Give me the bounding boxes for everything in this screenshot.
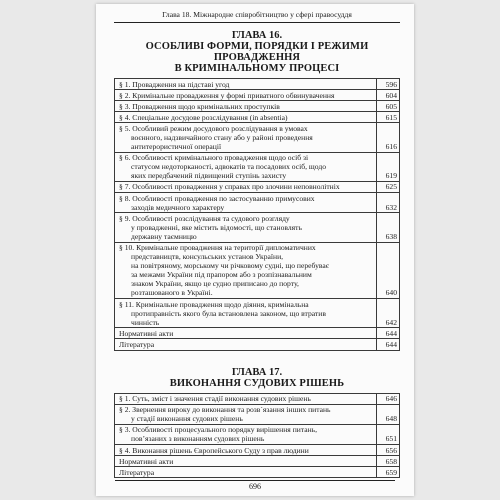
toc-entry-title	[115, 339, 377, 350]
toc-entry[interactable]	[115, 213, 400, 242]
toc-entry-title	[115, 193, 377, 213]
toc-entry-line: § 1. Суть, зміст і значення стадії виконання судових рішень	[119, 394, 311, 404]
toc-entry-page: 658	[377, 456, 400, 467]
toc-entry-title	[115, 328, 377, 339]
toc-entry-page: 651	[377, 424, 400, 444]
toc-entry-line: воєнного, надзвичайного стану або у районі проведення	[131, 132, 313, 142]
toc-entry[interactable]	[115, 467, 400, 478]
toc-entry[interactable]	[115, 242, 400, 299]
toc-entry-line: § 3. Особливості процесуального порядку вирішення питань,	[119, 425, 318, 435]
toc-entry-title	[115, 79, 377, 90]
toc-entry-title	[115, 467, 377, 478]
toc-entry[interactable]	[115, 339, 400, 350]
toc-entry-line: § 4. Спеціальне досудове розслідування (in absentia)	[119, 112, 288, 122]
toc-entry-page: 619	[377, 152, 400, 181]
toc-entry-line: заходів медичного характеру	[131, 202, 225, 212]
toc-entry[interactable]	[115, 445, 400, 456]
toc-entry[interactable]	[115, 393, 400, 404]
toc-entry-line: § 7. Особливості провадження у справах про злочини неповнолітніх	[119, 182, 340, 192]
page-number	[96, 480, 414, 491]
toc-entry-title	[115, 404, 377, 424]
toc-entry-title	[115, 456, 377, 467]
chapter-title-line: ВИКОНАННЯ СУДОВИХ РІШЕНЬ	[169, 377, 345, 389]
toc-entry-page: 596	[377, 79, 400, 90]
toc-entry-line: § 10. Кримінальне провадження на території дипломатичних	[119, 243, 316, 252]
toc-entry-title	[115, 123, 377, 152]
chapter-number: ГЛАВА 16.	[231, 30, 283, 41]
toc-table-chapter-16	[114, 78, 400, 351]
chapter-heading	[114, 30, 400, 74]
toc-entry[interactable]	[115, 404, 400, 424]
toc-entry-line: розташованого в Україні.	[131, 288, 213, 298]
chapter-heading	[114, 367, 400, 389]
toc-entry[interactable]	[115, 193, 400, 213]
toc-entry[interactable]	[115, 123, 400, 152]
toc-entry-title	[115, 181, 377, 192]
toc-entry-title	[115, 101, 377, 112]
toc-entry-line: § 6. Особливості кримінального провадження щодо осіб зі	[119, 153, 309, 163]
toc-entry-line: антитерористичної операції	[131, 142, 222, 152]
toc-entry-title	[115, 299, 377, 328]
toc-entry[interactable]	[115, 152, 400, 181]
toc-entry-line: чинність	[131, 317, 160, 327]
toc-entry[interactable]	[115, 90, 400, 101]
toc-entry-line: Література	[119, 339, 155, 349]
toc-entry-line: у стадії виконання судових рішень	[131, 414, 243, 424]
toc-entry-page: 644	[377, 339, 400, 350]
toc-entry[interactable]	[115, 456, 400, 467]
toc-entry-title	[115, 242, 377, 299]
toc-entry-line: державну таємницю	[131, 231, 197, 241]
toc-entry-line: Нормативні акти	[119, 456, 174, 466]
toc-entry[interactable]	[115, 424, 400, 444]
table-of-contents	[114, 30, 400, 478]
toc-entry[interactable]	[115, 112, 400, 123]
toc-entry-line: за межами України під прапором або з розпізнавальним	[131, 270, 312, 280]
toc-entry-line: § 5. Особливий режим досудового розслідування в умовах	[119, 123, 308, 133]
toc-entry-page: 659	[377, 467, 400, 478]
toc-entry-line: у провадженні, яке містить відомості, що становлять	[131, 222, 302, 232]
toc-entry-line: § 4. Виконання рішень Європейського Суду з прав людини	[119, 445, 309, 455]
toc-entry-line: § 11. Кримінальне провадження щодо діяння, кримінальна	[119, 299, 309, 309]
toc-entry[interactable]	[115, 181, 400, 192]
toc-entry-page: 656	[377, 445, 400, 456]
toc-entry-title	[115, 424, 377, 444]
toc-entry-line: яких передбачений підвищений ступінь захисту	[131, 171, 287, 181]
chapter-title-line: В КРИМІНАЛЬНОМУ ПРОЦЕСІ	[174, 63, 340, 74]
toc-entry-page: 648	[377, 404, 400, 424]
toc-entry-line: статусом недоторканості, адвокатів та посадових осіб, щодо	[131, 162, 327, 172]
toc-entry-line: пов’язаних з виконанням судових рішень	[131, 434, 265, 444]
toc-entry-line: § 9. Особливості розслідування та судового розгляду	[119, 213, 290, 223]
toc-entry-title	[115, 445, 377, 456]
toc-entry-page: 642	[377, 299, 400, 328]
toc-entry-page: 604	[377, 90, 400, 101]
running-head: Глава 18. Міжнародне співробітництво у сфері правосуддя	[114, 10, 400, 23]
toc-entry-line: на повітряному, морському чи річковому судні, що перебуває	[131, 261, 329, 271]
toc-entry-page: 638	[377, 213, 400, 242]
toc-entry-line: § 8. Особливості провадження по застосуванню примусових	[119, 193, 315, 203]
toc-entry-line: § 2. Кримінальне провадження у формі приватного обвинувачення	[119, 90, 335, 100]
page-number-text: 696	[115, 480, 395, 491]
toc-table-chapter-17	[114, 393, 400, 479]
toc-entry-line: Література	[119, 467, 155, 477]
toc-entry-page: 605	[377, 101, 400, 112]
toc-entry-page: 625	[377, 181, 400, 192]
toc-entry-title	[115, 112, 377, 123]
toc-entry-page: 646	[377, 393, 400, 404]
toc-entry-title	[115, 393, 377, 404]
toc-entry-page: 632	[377, 193, 400, 213]
toc-entry-title	[115, 213, 377, 242]
toc-entry-line: § 1. Провадження на підставі угод	[119, 79, 230, 89]
toc-entry[interactable]	[115, 299, 400, 328]
toc-entry-line: протиправність якого була встановлена законом, що втратив	[131, 308, 326, 318]
book-page	[96, 4, 414, 496]
toc-entry-page: 640	[377, 242, 400, 299]
toc-entry-title	[115, 152, 377, 181]
toc-entry-page: 644	[377, 328, 400, 339]
toc-entry[interactable]	[115, 328, 400, 339]
toc-entry-title	[115, 90, 377, 101]
toc-entry-line: § 3. Провадження щодо кримінальних проступків	[119, 101, 280, 111]
toc-entry-line: знаком України, якщо це судно приписано до порту,	[131, 279, 299, 289]
toc-entry-page: 615	[377, 112, 400, 123]
chapter-title-line: ОСОБЛИВІ ФОРМИ, ПОРЯДКИ І РЕЖИМИ ПРОВАДЖЕННЯ	[145, 41, 369, 63]
toc-entry-line: Нормативні акти	[119, 328, 174, 338]
toc-entry-line: представництв, консульських установ України,	[131, 252, 284, 262]
toc-entry-line: § 2. Звернення вироку до виконання та розв`язання інших питань	[119, 405, 331, 415]
toc-entry-page: 616	[377, 123, 400, 152]
toc-entry[interactable]	[115, 101, 400, 112]
toc-entry[interactable]	[115, 79, 400, 90]
chapter-number: ГЛАВА 17.	[231, 366, 283, 378]
